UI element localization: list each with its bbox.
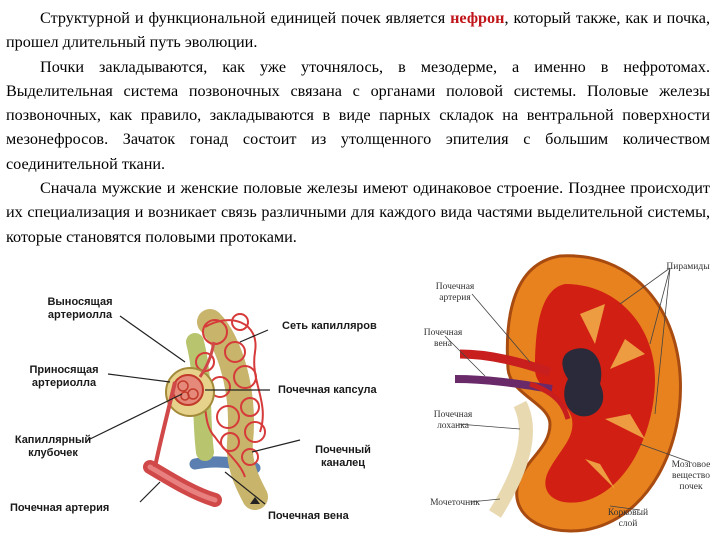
label-kidney-artery: Почечная артерия xyxy=(435,282,475,303)
paragraph-3: Сначала мужские и женские половые железы имеют одинаковое строение. Позднее происходит их специализация и возникает связь различными для каждого вида частями выделительной системы, которые становятся половыми протоками. xyxy=(6,179,710,246)
label-pyramids: Пирамиды xyxy=(666,262,710,272)
label-renal-vein: Почечная вена xyxy=(268,510,349,522)
label-renal-tubule: Почечный каналец xyxy=(315,444,371,469)
nephron-diagram xyxy=(0,282,400,540)
label-efferent-arteriole: Выносящая артериолла xyxy=(47,296,113,321)
p1-text-end: , который также, как и почка, прошел длительный путь эволюции. xyxy=(6,9,711,52)
label-capillary-net: Сеть капилляров xyxy=(282,320,377,332)
label-ureter: Мочеточник xyxy=(430,498,480,508)
highlight-nephron: нефрон xyxy=(450,9,505,27)
label-renal-artery: Почечная артерия xyxy=(10,502,110,514)
body-text xyxy=(6,6,710,249)
label-medulla: Мозговое вещество почек xyxy=(671,460,711,492)
paragraph-2: Почки закладываются, как уже уточнялось, в мезодерме, а именно в нефротомах. Выделительная система позвоночных связана с органами половой системы. Половые железы позвоночных, как правило, закладываются в виде парных складок на вентральной поверхности мезонефросов. Зачаток гонад состоит из утолщенного эпителия с большим количеством соединительной ткани. xyxy=(6,57,710,173)
label-afferent-arteriole: Приносящая артериолла xyxy=(29,364,99,389)
label-kidney-pelvis: Почечная лоханка xyxy=(433,410,473,431)
label-renal-capsule: Почечная капсула xyxy=(278,384,377,396)
label-cortex: Корковый слой xyxy=(607,508,649,529)
p1-text-start: Структурной и функциональной единицей почек является xyxy=(40,9,451,27)
label-kidney-vein: Почечная вена xyxy=(423,328,463,349)
kidney-diagram xyxy=(400,244,720,540)
paragraph-1 xyxy=(6,6,710,55)
label-glomerulus: Капиллярный клубочек xyxy=(14,434,92,459)
